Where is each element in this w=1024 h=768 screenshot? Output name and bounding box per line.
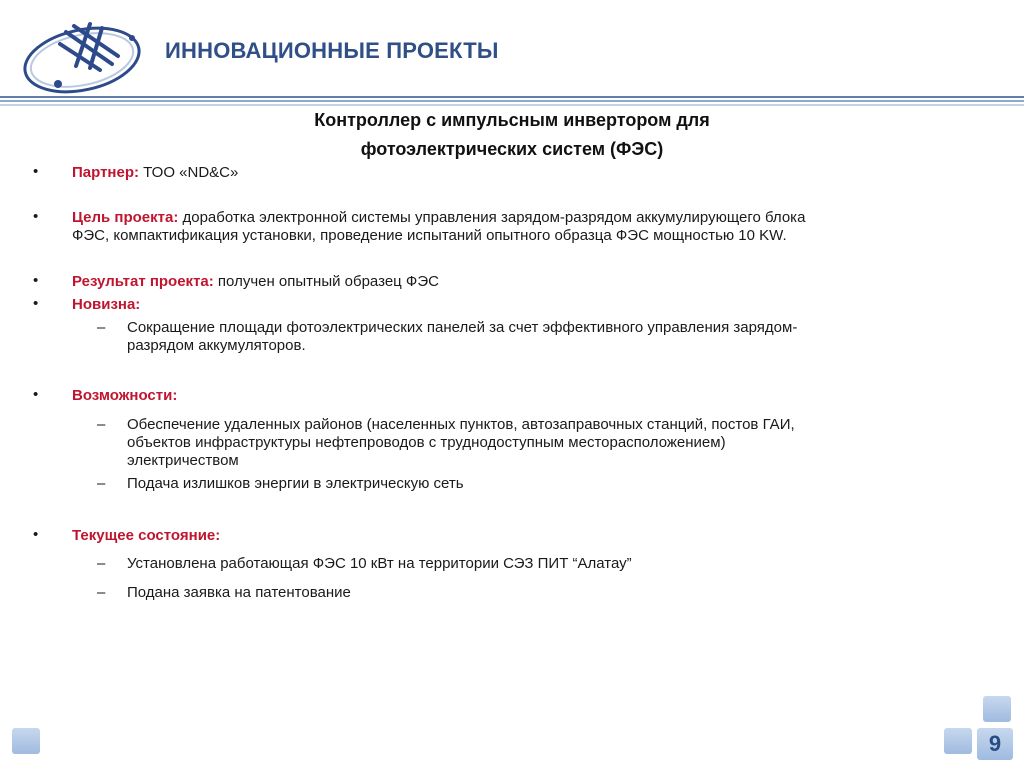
dash-icon: – — [97, 319, 106, 336]
opportunities-item-line: объектов инфраструктуры нефтепроводов с труднодоступным месторасположением) — [127, 434, 726, 451]
slide-title-line-2: фотоэлектрических систем (ФЭС) — [360, 139, 664, 159]
opportunities-item-line: Обеспечение удаленных районов (населенных пунктов, автозаправочных станций, постов ГАИ, — [127, 416, 795, 433]
novelty-item — [127, 319, 1007, 355]
bullet-partner — [72, 164, 238, 182]
bullet-icon: • — [33, 386, 39, 403]
bullet-icon: • — [33, 163, 39, 180]
partner-label: Партнер: — [72, 164, 139, 181]
bullet-opportunities — [72, 387, 177, 405]
bullet-status — [72, 527, 220, 545]
result-label: Результат проекта: — [72, 273, 214, 290]
result-text: получен опытный образец ФЭС — [213, 273, 439, 290]
header-title: ИННОВАЦИОННЫЕ ПРОЕКТЫ — [165, 38, 499, 63]
corner-square — [944, 728, 972, 754]
corner-square — [983, 696, 1011, 722]
goal-label: Цель проекта: — [72, 209, 179, 226]
goal-text: доработка электронной системы управления зарядом-разрядом аккумулирующего блока — [178, 209, 806, 226]
slide-title-line-1: Контроллер с импульсным инвертором для — [314, 110, 710, 130]
status-label: Текущее состояние: — [72, 527, 221, 544]
novelty-item-line: Сокращение площади фотоэлектрических панелей за счет эффективного управления зарядом- — [127, 319, 798, 336]
dash-icon: – — [97, 555, 106, 572]
opportunities-label: Возможности: — [72, 387, 178, 404]
bullet-icon: • — [33, 208, 39, 225]
bullet-icon: • — [33, 526, 39, 543]
partner-text: ТОО «ND&C» — [139, 164, 239, 181]
opportunities-item-line: электричеством — [127, 452, 239, 469]
status-item-line: Установлена работающая ФЭС 10 кВт на территории СЭЗ ПИТ “Алатау” — [127, 555, 632, 572]
opportunities-item-line: Подача излишков энергии в электрическую сеть — [127, 475, 464, 492]
bullet-novelty — [72, 296, 140, 314]
dash-icon: – — [97, 416, 106, 433]
bullet-result — [72, 273, 439, 291]
page-number: 9 — [977, 728, 1013, 760]
novelty-item-line: разрядом аккумуляторов. — [127, 337, 306, 354]
status-item-line: Подана заявка на патентование — [127, 584, 351, 601]
bullet-icon: • — [33, 295, 39, 312]
bullet-icon: • — [33, 272, 39, 289]
goal-text-2: ФЭС, компактификация установки, проведение испытаний опытного образца ФЭС мощностью 10 KW. — [72, 227, 787, 244]
bullet-goal — [72, 209, 1002, 245]
dash-icon: – — [97, 584, 106, 601]
corner-square — [12, 728, 40, 754]
status-item — [127, 555, 632, 573]
opportunities-item — [127, 475, 464, 493]
status-item — [127, 584, 351, 602]
opportunities-item — [127, 416, 1007, 470]
dash-icon: – — [97, 475, 106, 492]
novelty-label: Новизна: — [72, 296, 141, 313]
